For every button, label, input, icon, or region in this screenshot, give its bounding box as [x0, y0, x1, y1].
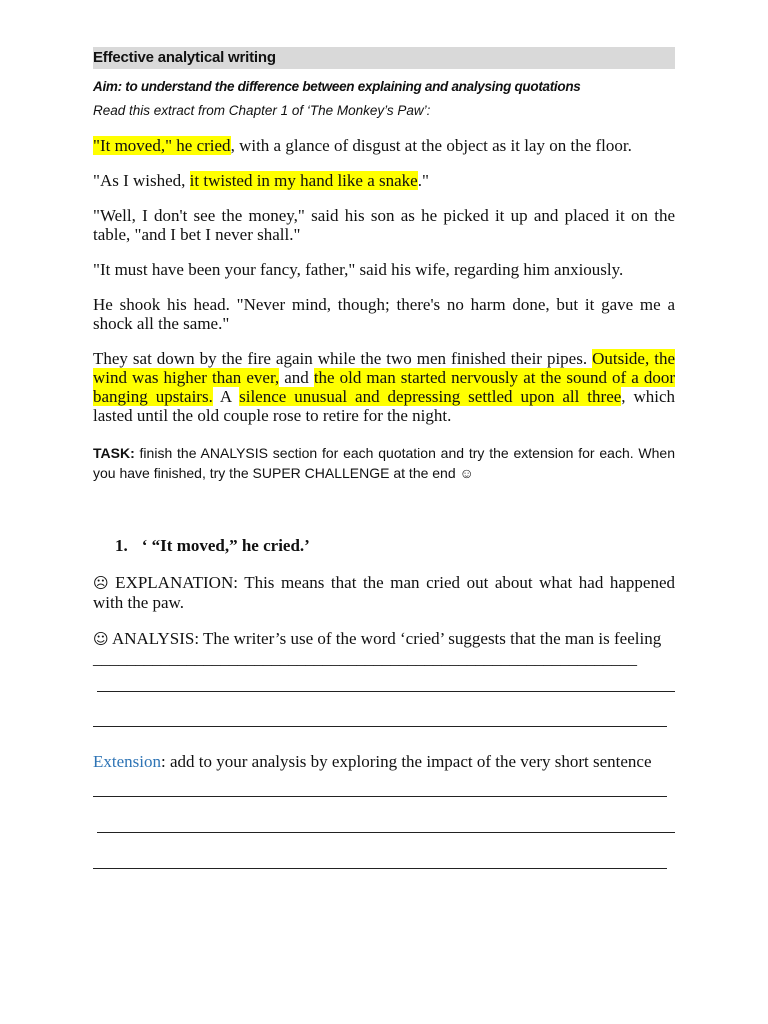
- explanation-body: EXPLANATION: This means that the man cried out about what had happened with the paw.: [93, 573, 675, 612]
- worksheet-page: [93, 47, 675, 869]
- extract-paragraph-2: [93, 171, 675, 190]
- analysis-body: ANALYSIS: The writer’s use of the word ‘cried’ suggests that the man is feeling ________________________________________________________________: [93, 629, 662, 668]
- extract-text: A: [212, 387, 240, 406]
- highlighted-quote: the old man started nervously at the sound of a door banging upstairs.: [93, 368, 675, 406]
- extension-label: Extension: [93, 752, 161, 771]
- highlighted-quote: Outside, the wind was higher than ever,: [93, 349, 675, 387]
- question-quote: ‘ “It moved,” he cried.’: [141, 536, 310, 555]
- answer-line[interactable]: [93, 796, 667, 797]
- extract-text: They sat down by the fire again while the two men finished their pipes.: [93, 349, 593, 368]
- answer-line[interactable]: [97, 691, 675, 692]
- question-1: [93, 536, 675, 869]
- sad-face-icon: ☹: [93, 574, 109, 592]
- extension-body: : add to your analysis by exploring the impact of the very short sentence: [161, 752, 652, 771]
- extract-text: , which lasted until the old couple rose to retire for the night.: [93, 387, 676, 425]
- highlighted-quote: silence unusual and depressing settled upon all three: [239, 387, 622, 406]
- answer-line[interactable]: [97, 832, 675, 833]
- page-title: Effective analytical writing: [93, 47, 675, 69]
- extract-paragraph-4: "It must have been your fancy, father," said his wife, regarding him anxiously.: [93, 260, 624, 279]
- extract-paragraph-3: "Well, I don't see the money," said his son as he picked it up and placed it on the table, "and I bet I never shall.": [93, 206, 675, 244]
- extract-paragraph-1: [93, 136, 675, 155]
- highlighted-quote: it twisted in my hand like a snake: [189, 171, 418, 190]
- extract: [93, 136, 675, 425]
- extension-text: [93, 752, 675, 771]
- smiley-face-icon: ☺: [93, 630, 109, 648]
- answer-line[interactable]: [93, 868, 667, 869]
- aim-text: Aim: to understand the difference between explaining and analysing quotations: [93, 79, 581, 94]
- answer-line[interactable]: [93, 726, 667, 727]
- question-number: 1.: [115, 536, 128, 555]
- extract-text: "As I wished,: [93, 171, 190, 190]
- extract-paragraph-5: He shook his head. "Never mind, though; there's no harm done, but it gave me a shock all the same.": [93, 295, 675, 333]
- extract-paragraph-6: [93, 349, 675, 425]
- analysis-text: [93, 629, 675, 668]
- task-label: TASK:: [93, 445, 135, 461]
- question-heading: [115, 536, 675, 556]
- task-text: finish the ANALYSIS section for each quotation and try the extension for each. When you have finished, try the SUPER CHALLENGE at the end ☺: [93, 445, 675, 481]
- extract-text: and: [279, 368, 314, 387]
- highlighted-quote: "It moved," he cried: [93, 136, 231, 155]
- explanation-text: [93, 573, 675, 612]
- task-instructions: [93, 443, 675, 483]
- intro-text: Read this extract from Chapter 1 of ‘The Monkey’s Paw’:: [93, 103, 431, 118]
- extract-text: , with a glance of disgust at the object as it lay on the floor.: [230, 136, 632, 155]
- extract-text: .": [417, 171, 429, 190]
